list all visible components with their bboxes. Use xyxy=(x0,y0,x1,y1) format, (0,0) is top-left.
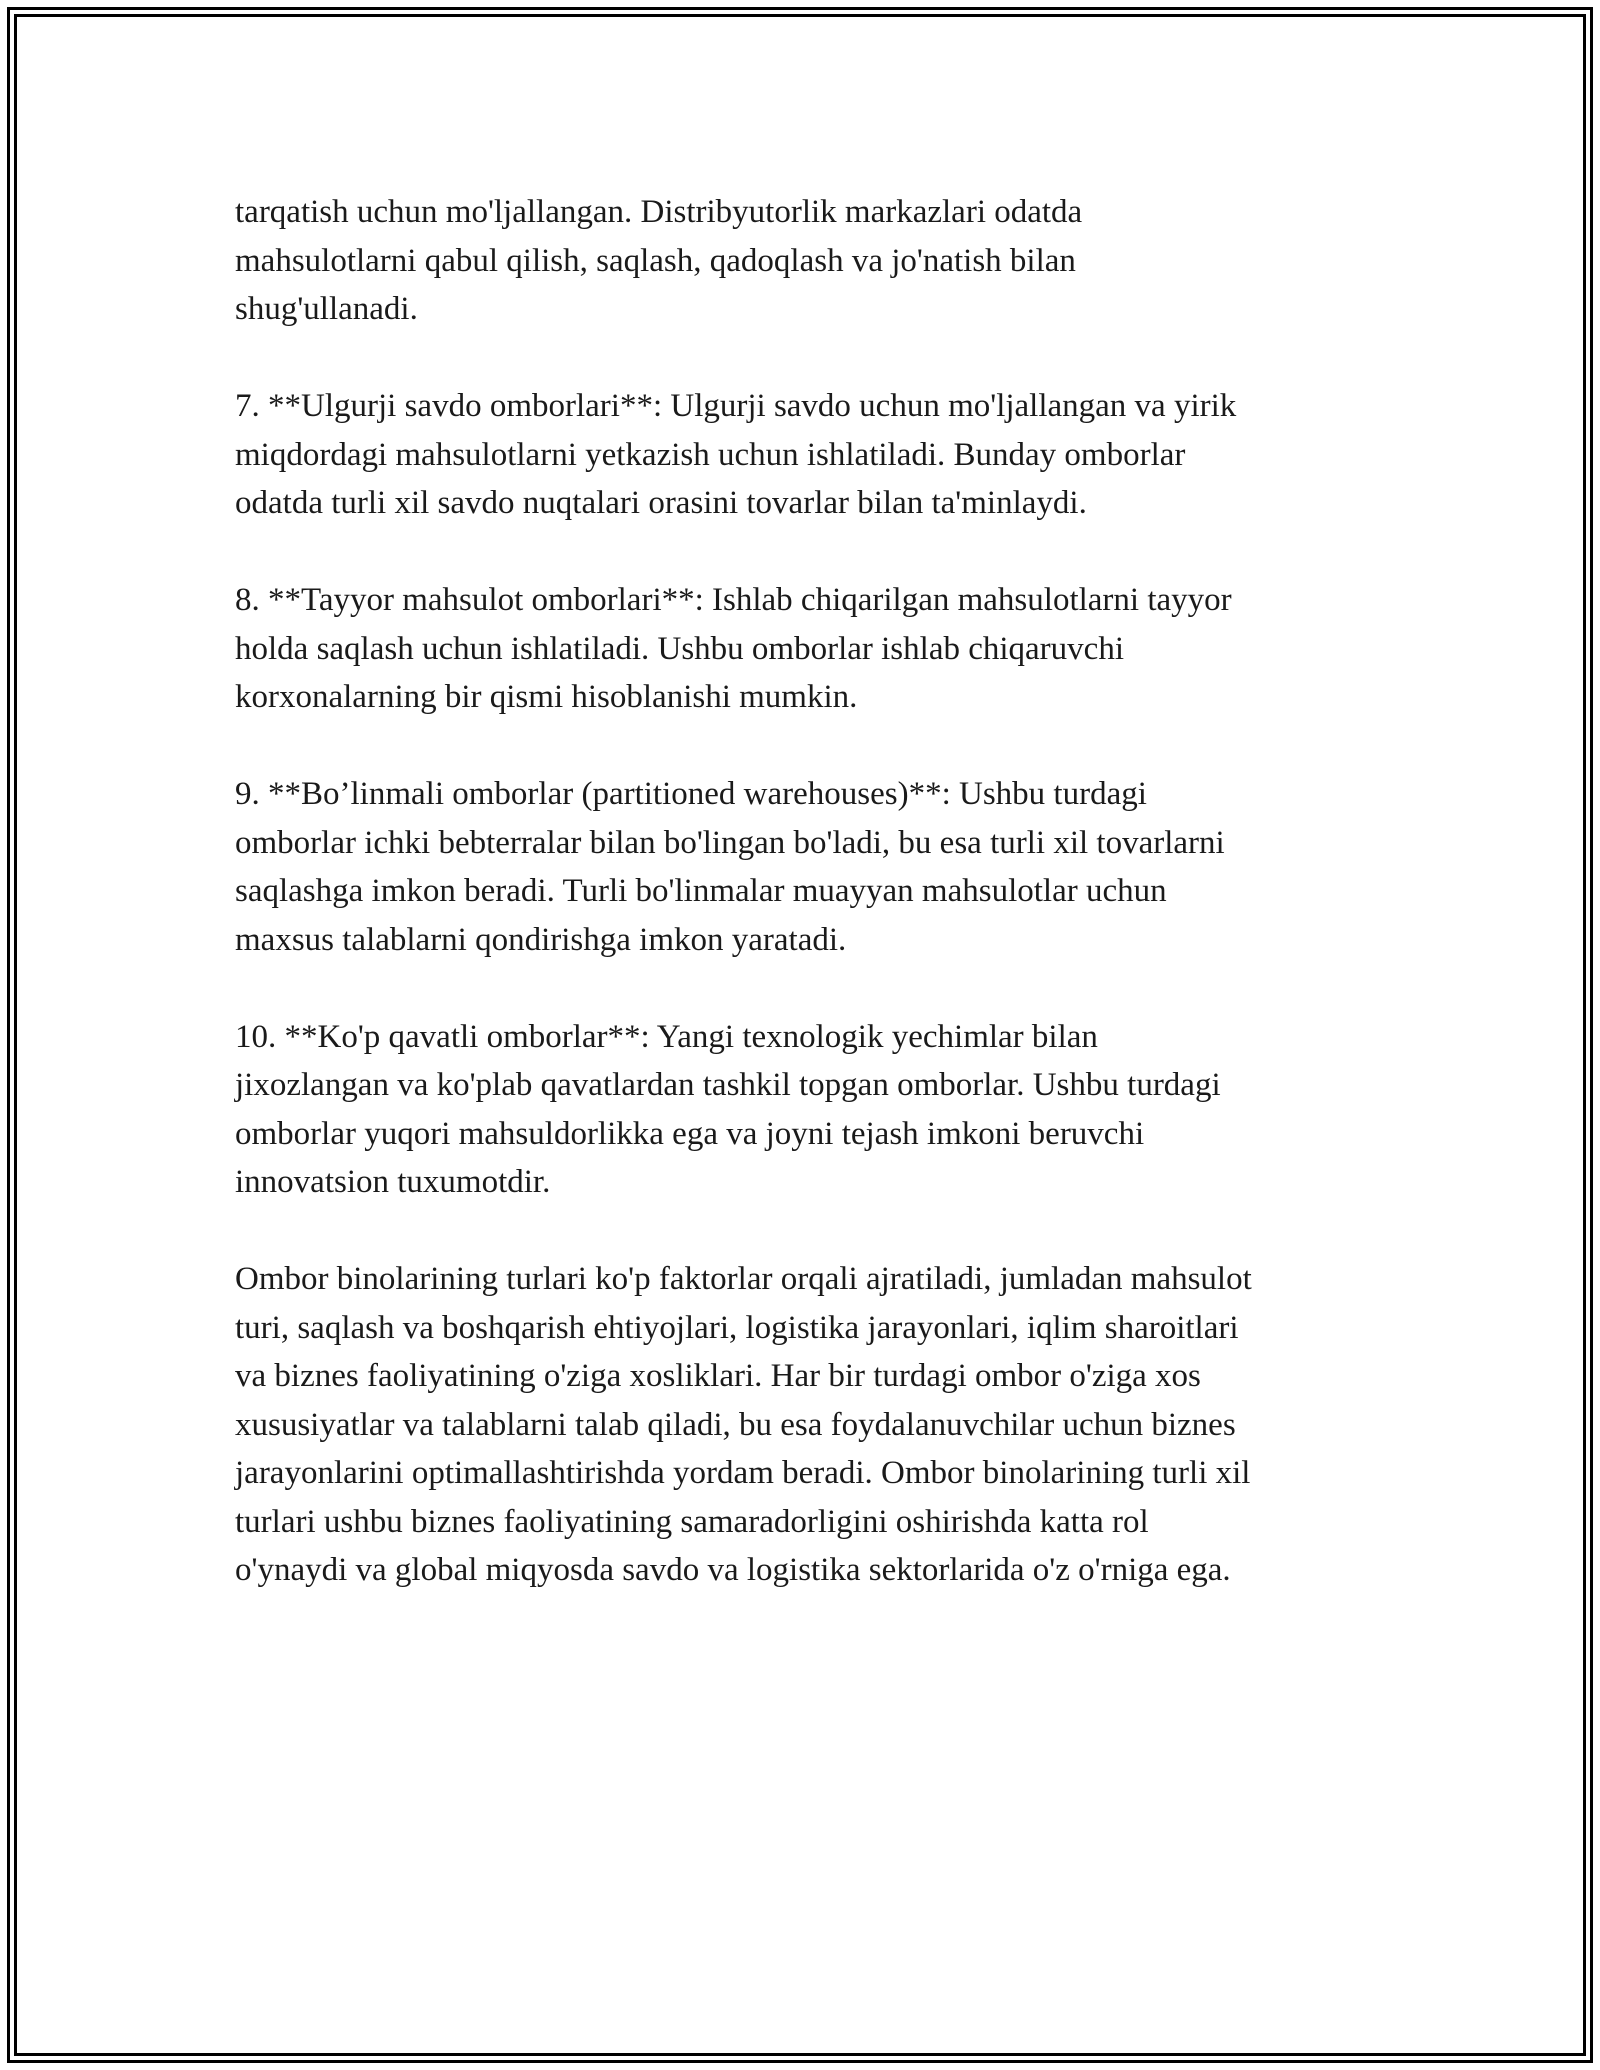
paragraph-multistorey-warehouses: 10. **Ko'p qavatli omborlar**: Yangi texnologik yechimlar bilan jixozlangan va ko'plab qavatlardan tashkil topgan omborlar. Ushbu turdagi omborlar yuqori mahsuldorlikka ega va joyni tejash imkoni beruvchi innovatsion tuxumotdir. xyxy=(235,1018,1221,1200)
paragraph-conclusion: Ombor binolarining turlari ko'p faktorlar orqali ajratiladi, jumladan mahsulot turi, saqlash va boshqarish ehtiyojlari, logistika jarayonlari, iqlim sharoitlari va biznes faoliyatining o'ziga xosliklari. Har bir turdagi ombor o'ziga xos xususiyatlar va talablarni talab qiladi, bu esa foydalanuvchilar uchun biznes jarayonlarini optimallashtirishda yordam beradi. Ombor binolarining turli xil turlari ushbu biznes faoliyatining samaradorligini oshirishda katta rol o'ynaydi va global miqyosda savdo va logistika sektorlarida o'z o'rniga ega. xyxy=(235,1261,1252,1588)
paragraph-partitioned-warehouses: 9. **Bo’linmali omborlar (partitioned warehouses)**: Ushbu turdagi omborlar ichki bebterralar bilan bo'lingan bo'ladi, bu esa turli xil tovarlarni saqlashga imkon beradi. Turli bo'linmalar muayyan mahsulotlar uchun maxsus talablarni qondirishga imkon yaratadi. xyxy=(235,776,1225,958)
document-body xyxy=(235,188,1375,1643)
paragraph-finished-goods-warehouses: 8. **Tayyor mahsulot omborlari**: Ishlab chiqarilgan mahsulotlarni tayyor holda saqlash uchun ishlatiladi. Ushbu omborlar ishlab chiqaruvchi korxonalarning bir qismi hisoblanishi mumkin. xyxy=(235,582,1232,715)
paragraph-distribution-centers-continued: tarqatish uchun mo'ljallangan. Distribyutorlik markazlari odatda mahsulotlarni qabul qilish, saqlash, qadoqlash va jo'natish bilan shug'ullanadi. xyxy=(235,194,1083,327)
paragraph-wholesale-warehouses: 7. **Ulgurji savdo omborlari**: Ulgurji savdo uchun mo'ljallangan va yirik miqdordagi mahsulotlarni yetkazish uchun ishlatiladi. Bunday omborlar odatda turli xil savdo nuqtalari orasini tovarlar bilan ta'minlaydi. xyxy=(235,388,1237,521)
